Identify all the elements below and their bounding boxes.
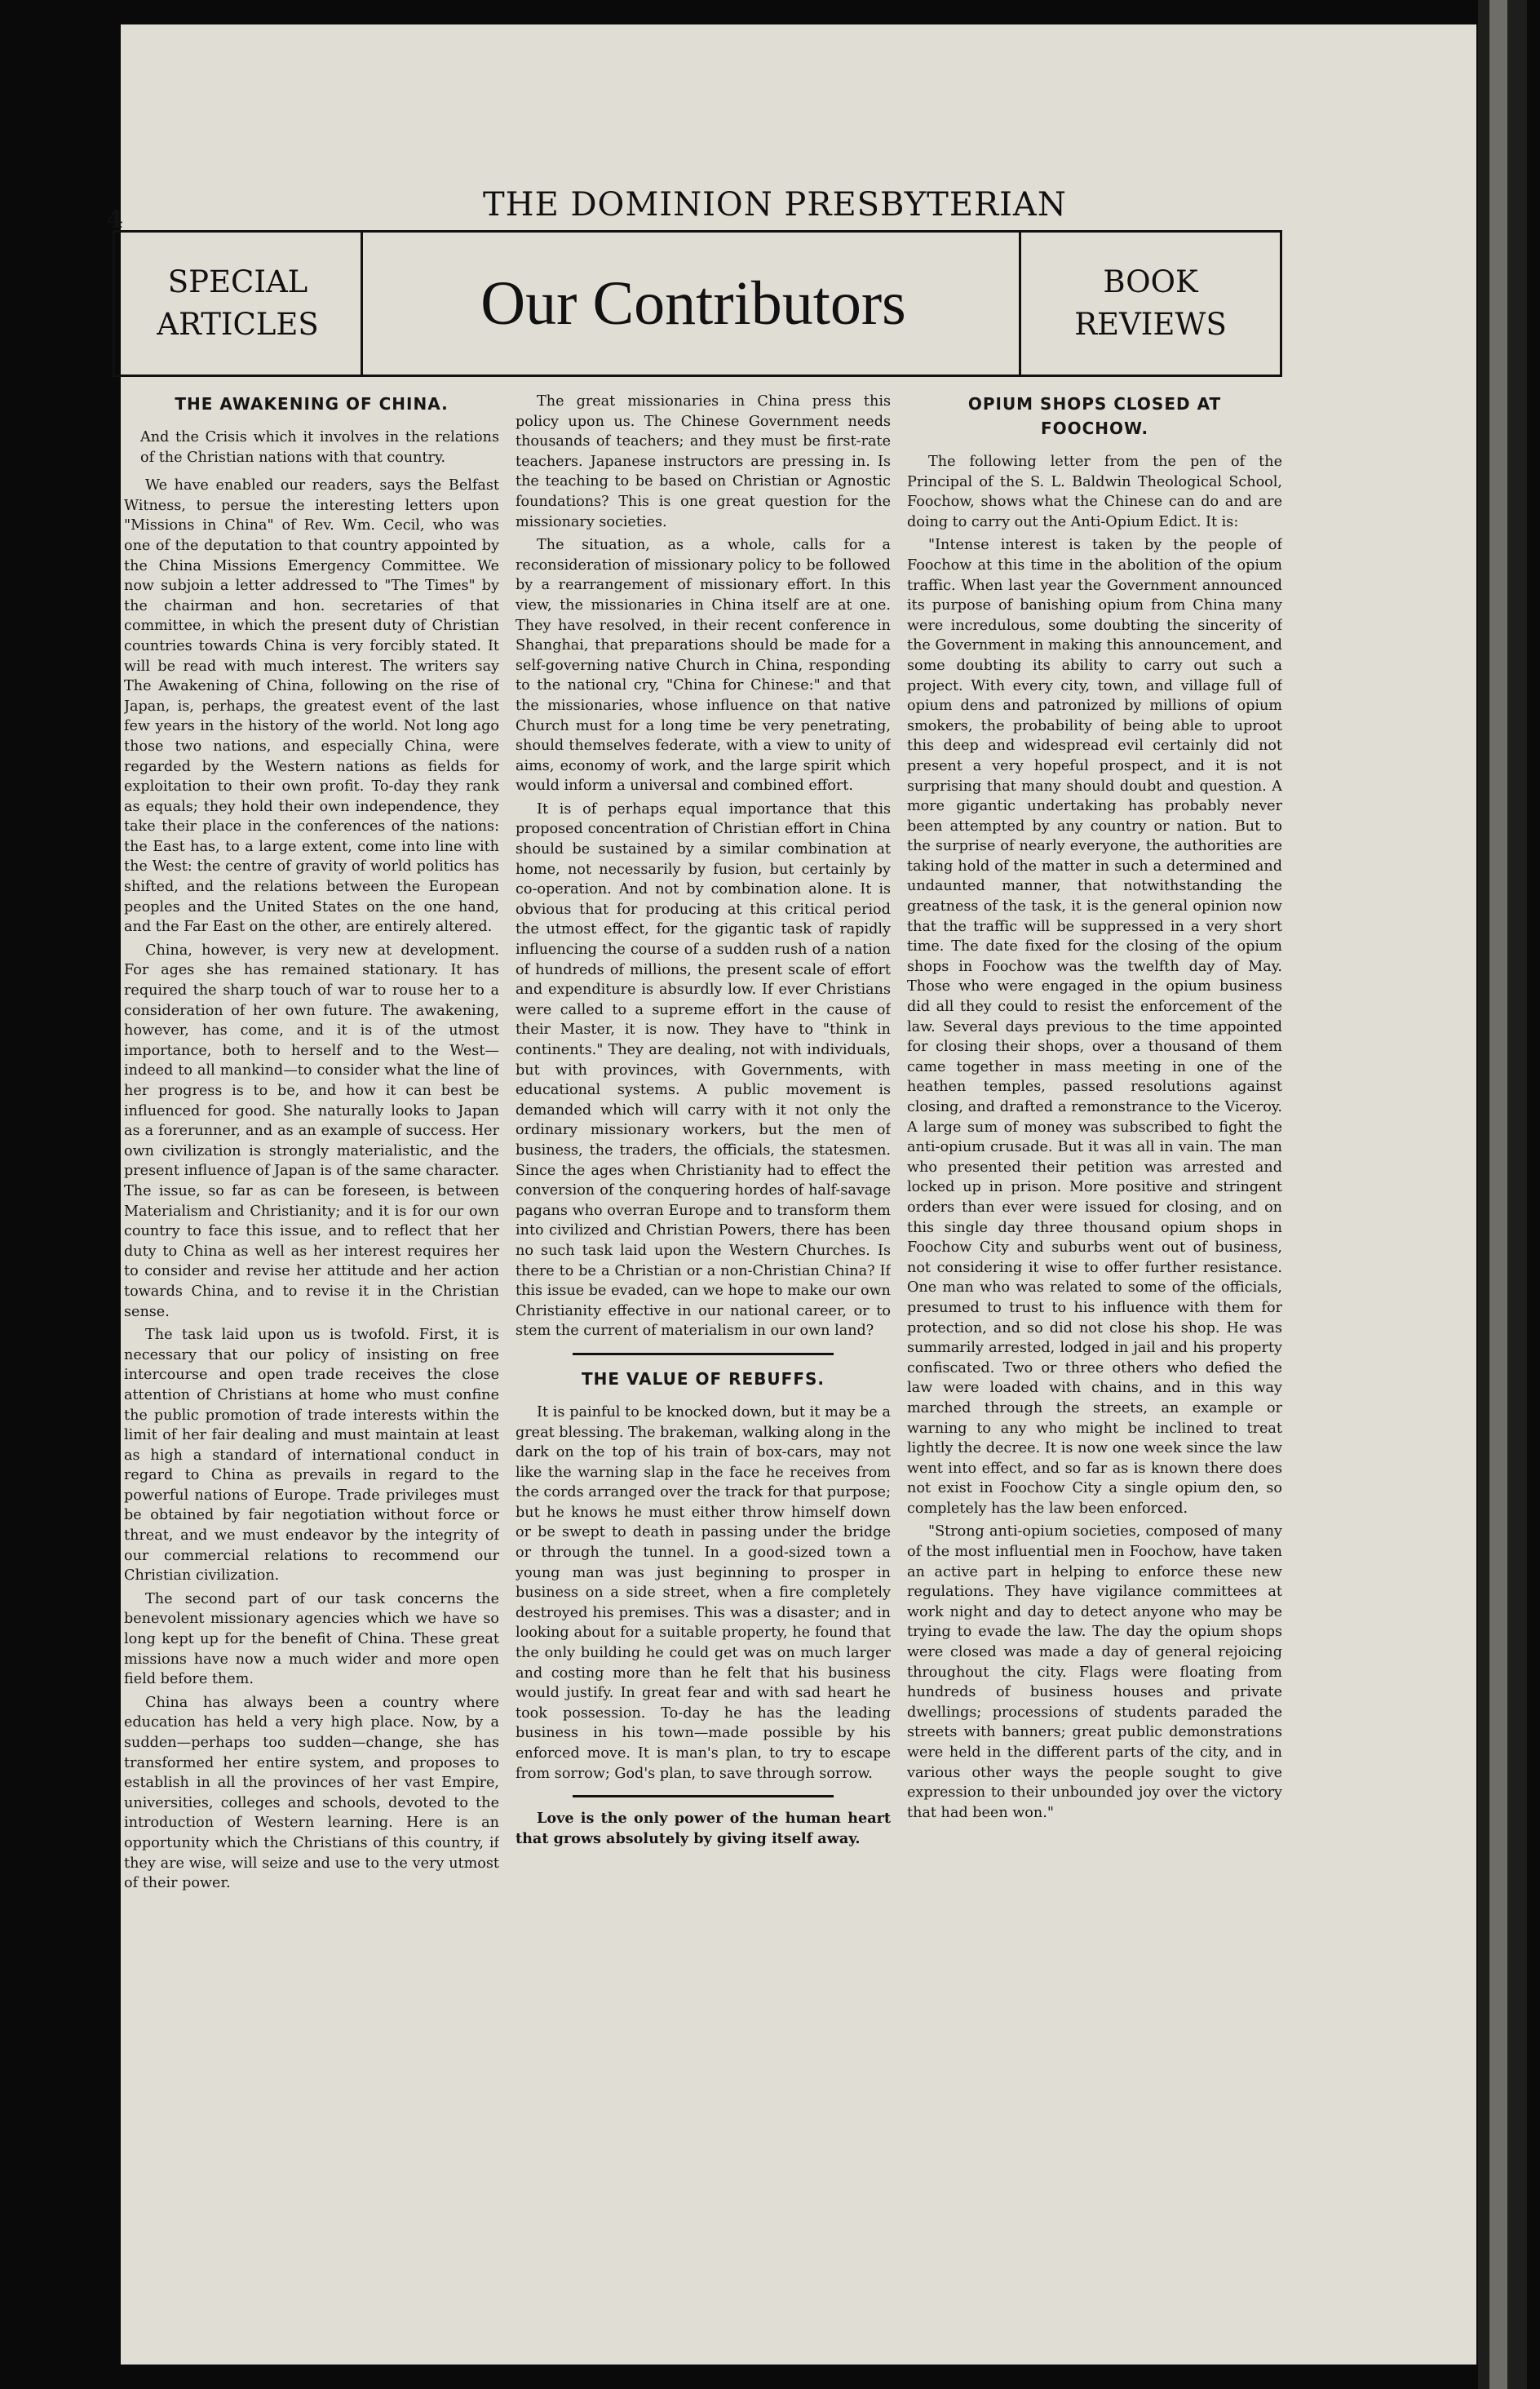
paragraph: The task laid upon us is twofold. First, it is necessary that our policy of insisting on free intercourse and open trade receives the close attention of Christians at home who must confine the public promotion of trade interests within the limit of her fair dealing and must maintain at least as high a standard of international conduct in regard to China as prevails in regard to the powerful nations of Europe. Trade privileges must be obtained by fair negotiation without force or threat, and we must endeavor by the integrity of our commercial relations to recommend our Christian civilization.: [124, 1327, 499, 1585]
paragraph: It is painful to be knocked down, but it may be a great blessing. The brakeman, walking along in the dark on the top of his train of box-cars, may not like the warning slap in the face he receives from the cords arranged over the track for that purpose; but he knows he must either throw himself down or be swept to death in passing under the bridge or through the tunnel. In a good-sized town a young man was just beginning to prosper in business on a side street, when a fire completely destroyed his premises. This was a disaster; and in looking about for a suitable property, he found that the only building he could get was on much larger and costing more than he felt that his business would justify. In great fear and with sad heart he took possession. To-day he has the leading business in his town—made possible by his enforced move. It is man's plan, to try to escape from sorrow; God's plan, to save through sorrow.: [516, 1403, 891, 1782]
title-line: FOOCHOW.: [1040, 419, 1149, 438]
divider: [573, 1353, 834, 1355]
title-line: OPIUM SHOPS CLOSED AT: [967, 394, 1222, 414]
paragraph: China, however, is very new at development. For ages she has remained stationary. It has required the sharp touch of war to rouse her to a consideration of her own future. The awakening, however, has come, and it is of the utmost importance, both to herself and to the West—indeed to all mankind—to consider what the line of her progress is to be, and how it can best be influenced for good. She naturally looks to Japan as a forerunner, and as an example of success. Her own civilization is strongly materialistic, and the present influence of Japan is of the same character. The issue, so far as can be foreseen, is between Materialism and Christianity; and it is for our own country to face this issue, and to reflect that her duty to China as well as her interest requires her to consider and revise her attitude and her action towards China, and to revise it in the Christian sense.: [124, 942, 499, 1320]
section-title: Our Contributors: [480, 268, 906, 338]
divider: [573, 1795, 834, 1797]
article-title-opium: [907, 392, 1282, 441]
special-label: SPECIAL: [167, 264, 308, 299]
paragraph: The second part of our task concerns the benevolent missionary agencies which we have so long kept up for the benefit of China. These great missions have now a much wider and more open field before them.: [124, 1590, 499, 1688]
paragraph: The great missionaries in China press this policy upon us. The Chinese Government needs thousands of teachers; and they must be first-rate teachers. Japanese instructors are pressing in. Is the teaching to be based on Christian or Agnostic foundations? This is one great question for the missionary societies.: [516, 393, 891, 530]
article-title-awakening: THE AWAKENING OF CHINA.: [175, 394, 449, 414]
paragraph: It is of perhaps equal importance that this proposed concentration of Christian effort in China should be sustained by a similar combination at home, not necessarily by fusion, but certainly by co-operation. And not by combination alone. It is obvious that for producing at this critical period the utmost effect, for the gigantic task of rapidly influencing the course of a sudden rush of a nation of hundreds of millions, the present scale of effort and expenditure is absurdly low. If ever Christians were called to a supreme effort in the cause of their Master, it is now. They have to "think in continents." They are dealing, not with individuals, but with provinces, with Governments, with educational systems. A public movement is demanded which will carry with it not only the ordinary missionary workers, but the men of business, the traders, the officials, the statesmen. Since the ages when Christianity had to effect the conversion of the conquering hordes of half-savage pagans who overran Europe and to transform them into civilized and Christian Powers, there has been no such task laid upon the Western Churches. Is there to be a Christian or a non-Christian China? If this issue be evaded, can we hope to make our own Christianity effective in our national career, or to stem the current of materialism in our own land?: [516, 800, 891, 1340]
section-header-box: [113, 230, 1282, 377]
masthead: THE DOMINION PRESBYTERIAN: [483, 186, 1067, 224]
column-3: [907, 392, 1282, 2268]
column-2: [516, 392, 891, 2268]
closing-quote: Love is the only power of the human heart that grows absolutely by giving itself away.: [516, 1810, 891, 1847]
paragraph: "Intense interest is taken by the people of Foochow at this time in the abolition of the opium traffic. When last year the Government announced its purpose of banishing opium from China many were incredulous, some doubting the sincerity of the Government in making this announcement, and some doubting its ability to carry out such a project. With every city, town, and village full of opium dens and patronized by millions of opium smokers, the probability of being able to uproot this deep and widespread evil certainly did not present a very hopeful prospect, and it is not surprising that many should doubt and question. A more gigantic undertaking has probably never been attempted by any country or nation. But to the surprise of nearly everyone, the authorities are taking hold of the matter in such a determined and undaunted manner, that notwithstanding the greatness of the task, it is the general opinion now that the traffic will be suppressed in a very short time. The date fixed for the closing of the opium shops in Foochow was the twelfth day of May. Those who were engaged in the opium business did all they could to resist the enforcement of the law. Several days previous to the time appointed for closing their shops, over a thousand of them came together in mass meeting in one of the heathen temples, passed resolutions against closing, and drafted a remonstrance to the Viceroy. A large sum of money was subscribed to fight the anti-opium crusade. But it was all in vain. The man who presented their petition was arrested and locked up in prison. More positive and stringent orders than ever were issued for closing, and on this single day three thousand opium shops in Foochow City and suburbs went out of business, not considering it wise to offer further resistance. One man who was related to some of the officials, presumed to trust to his influence with them for protection, and so did not close his shop. He was summarily arrested, lodged in jail and his property confiscated. Two or three others who defied the law were loaded with chains, and in this way marched through the streets, an example or warning to any who might be inclined to treat lightly the decree. It is now one week since the law went into effect, and so far as is known there does not exist in Foochow City a single opium den, so completely has the law been enforced.: [907, 537, 1282, 1517]
paragraph: The situation, as a whole, calls for a reconsideration of missionary policy to be followed by a rearrangement of missionary effort. In this view, the missionaries in China itself are at one. They have resolved, in their recent conference in Shanghai, that preparations should be made for a self-governing native Church in China, responding to the national cry, "China for Chinese:" and that the missionaries, whose influence on that native Church must for a long time be very penetrating, should themselves federate, with a view to unity of aims, economy of work, and the large spirit which would inform a universal and combined effort.: [516, 537, 891, 795]
page-edge: [1478, 0, 1527, 2389]
article-subtitle: And the Crisis which it involves in the relations of the Christian nations with that country.: [140, 429, 499, 466]
column-1: [124, 392, 499, 2268]
book-reviews-label: [1019, 233, 1280, 375]
reviews-label: REVIEWS: [1074, 307, 1227, 342]
book-label: BOOK: [1103, 264, 1198, 299]
articles-label: ARTICLES: [157, 307, 319, 342]
paragraph: China has always been a country where education has held a very high place. Now, by a sudden—perhaps too sudden—change, she has transformed her entire system, and proposes to establish in all the provinces of her vast Empire, universities, colleges and schools, devoted to the introduction of Western learning. Here is an opportunity which the Christians of this country, if they are wise, will seize and use to the very utmost of their power.: [124, 1694, 499, 1892]
special-articles-label: [115, 233, 363, 375]
paragraph: We have enabled our readers, says the Belfast Witness, to persue the interesting letters upon "Missions in China" of Rev. Wm. Cecil, who was one of the deputation to that country appointed by the China Missions Emergency Committee. We now subjoin a letter addressed to "The Times" by the chairman and hon. secretaries of that committee, in which the present duty of Christian countries towards China is very forcibly stated. It will be read with much interest. The writers say The Awakening of China, following on the rise of Japan, is, perhaps, the greatest event of the last few years in the history of the world. Not long ago those two nations, and especially China, were regarded by the Western nations as fields for exploitation to their own profit. To-day they rank as equals; they hold their own independence, they take their place in the conferences of the nations: the East has, to a large extent, come into line with the West: the centre of gravity of world politics has shifted, and the relations between the European peoples and the United States on the one hand, and the Far East on the other, are entirely altered.: [124, 477, 499, 936]
paragraph: "Strong anti-opium societies, composed of many of the most influential men in Foochow, have taken an active part in helping to enforce these new regulations. They have vigilance committees at work night and day to detect anyone who may be trying to evade the law. The day the opium shops were closed was made a day of general rejoicing throughout the city. Flags were floating from hundreds of business houses and private dwellings; processions of students paraded the streets with banners; great public demonstrations were held in the different parts of the city, and in various other ways the people sought to give expression to their unbounded joy over the victory that had been won.": [907, 1523, 1282, 1821]
page-number: 4: [106, 206, 123, 234]
article-title-rebuffs: THE VALUE OF REBUFFS.: [581, 1368, 825, 1389]
paragraph: The following letter from the pen of the Principal of the S. L. Baldwin Theological School, Foochow, shows what the Chinese can do and are doing to carry out the Anti-Opium Edict. It is:: [907, 454, 1282, 530]
